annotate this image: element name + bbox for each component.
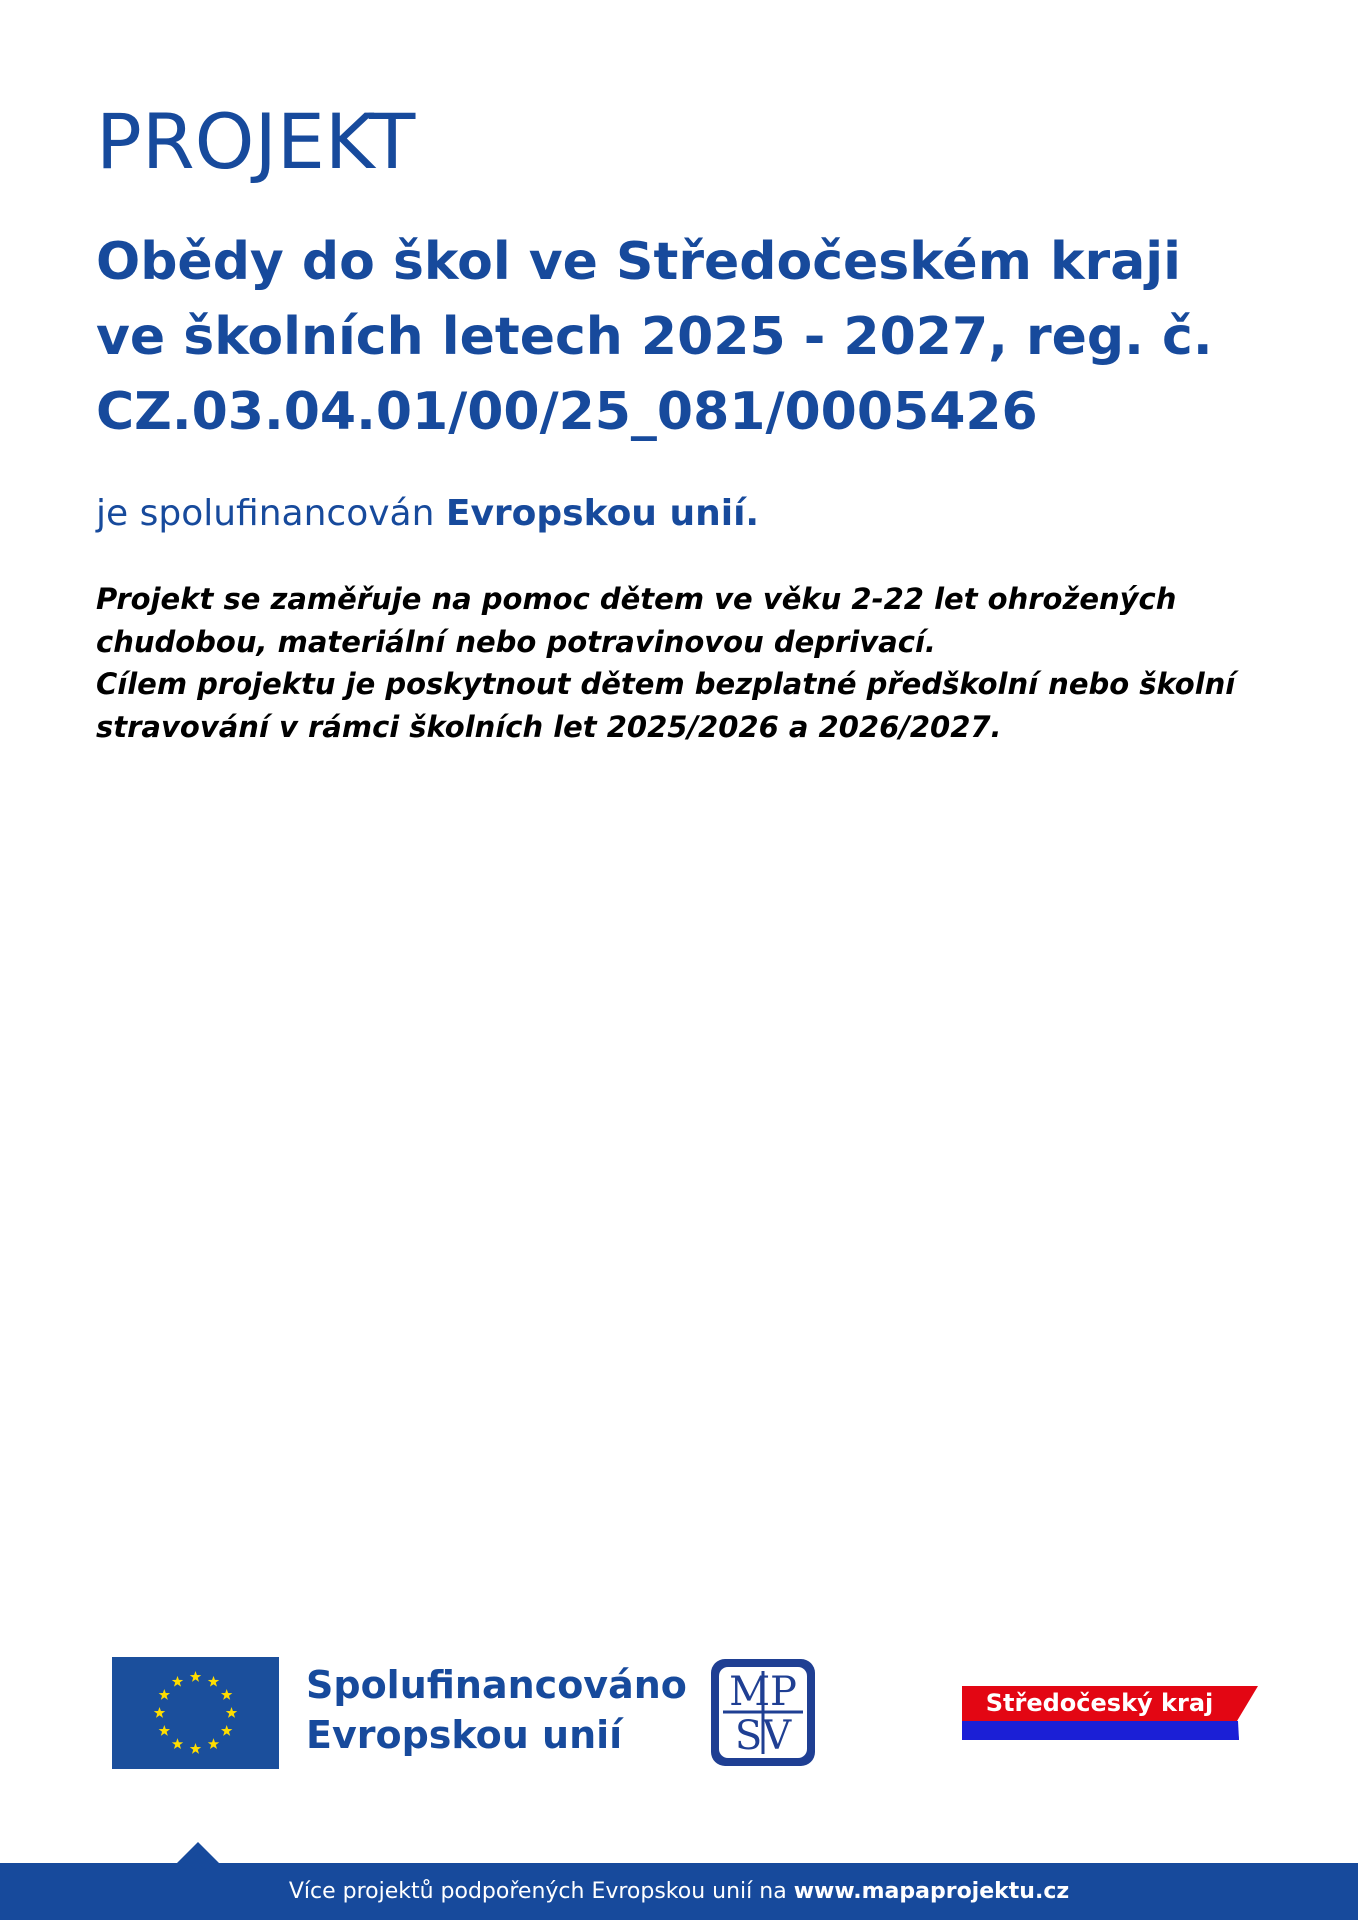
eu-logo-text-line: Evropskou unií bbox=[306, 1713, 623, 1757]
eu-cofinance-logo-text bbox=[306, 1660, 687, 1760]
project-title-line: CZ.03.04.01/00/25_081/0005426 bbox=[96, 382, 1038, 442]
eu-flag-logo bbox=[112, 1657, 279, 1769]
description-line: chudobou, materiální nebo potravinovou deprivací. bbox=[96, 624, 936, 659]
eu-star-icon bbox=[221, 1689, 232, 1700]
description-line: Projekt se zaměřuje na pomoc dětem ve věku 2-22 let ohrožených bbox=[96, 582, 1177, 616]
eu-star-icon bbox=[208, 1738, 219, 1749]
eu-logo-text-line: Spolufinancováno bbox=[306, 1663, 687, 1707]
kraj-label: Středočeský kraj bbox=[985, 1689, 1214, 1717]
project-title-line: ve školních letech 2025 - 2027, reg. č. bbox=[96, 307, 1213, 367]
eu-star-icon bbox=[172, 1676, 183, 1687]
eu-star-icon bbox=[172, 1738, 183, 1749]
eu-star-icon bbox=[154, 1707, 165, 1718]
description-line: Cílem projektu je poskytnout dětem bezplatné předškolní nebo školní bbox=[96, 667, 1236, 701]
eu-star-icon bbox=[159, 1725, 170, 1736]
project-title-line: Obědy do škol ve Středočeském kraji bbox=[96, 232, 1181, 292]
eu-star-icon bbox=[190, 1671, 201, 1682]
cofinance-statement bbox=[96, 490, 759, 538]
mpsv-logo bbox=[709, 1657, 817, 1768]
page-heading: PROJEKT bbox=[96, 97, 416, 186]
stredocesky-kraj-logo bbox=[962, 1686, 1258, 1740]
cofinance-lead: je spolufinancován bbox=[96, 493, 446, 534]
eu-star-icon bbox=[226, 1707, 237, 1718]
footer-url-link[interactable]: www.mapaprojektu.cz bbox=[793, 1879, 1070, 1904]
footer-notch bbox=[176, 1842, 220, 1864]
cofinance-emphasis: Evropskou unií. bbox=[445, 493, 760, 534]
project-description bbox=[96, 578, 1296, 748]
mpsv-letters-top: MP bbox=[729, 1669, 797, 1715]
description-line: stravování v rámci školních let 2025/2026 a 2026/2027. bbox=[96, 709, 1002, 744]
footer-bar bbox=[0, 1863, 1358, 1920]
footer-text: Více projektů podpořených Evropskou unií na bbox=[288, 1879, 794, 1904]
eu-star-icon bbox=[159, 1689, 170, 1700]
eu-star-icon bbox=[208, 1676, 219, 1687]
eu-star-icon bbox=[190, 1743, 201, 1754]
mpsv-letters-bottom: SV bbox=[734, 1713, 792, 1759]
project-title bbox=[96, 225, 1276, 450]
eu-star-icon bbox=[221, 1725, 232, 1736]
